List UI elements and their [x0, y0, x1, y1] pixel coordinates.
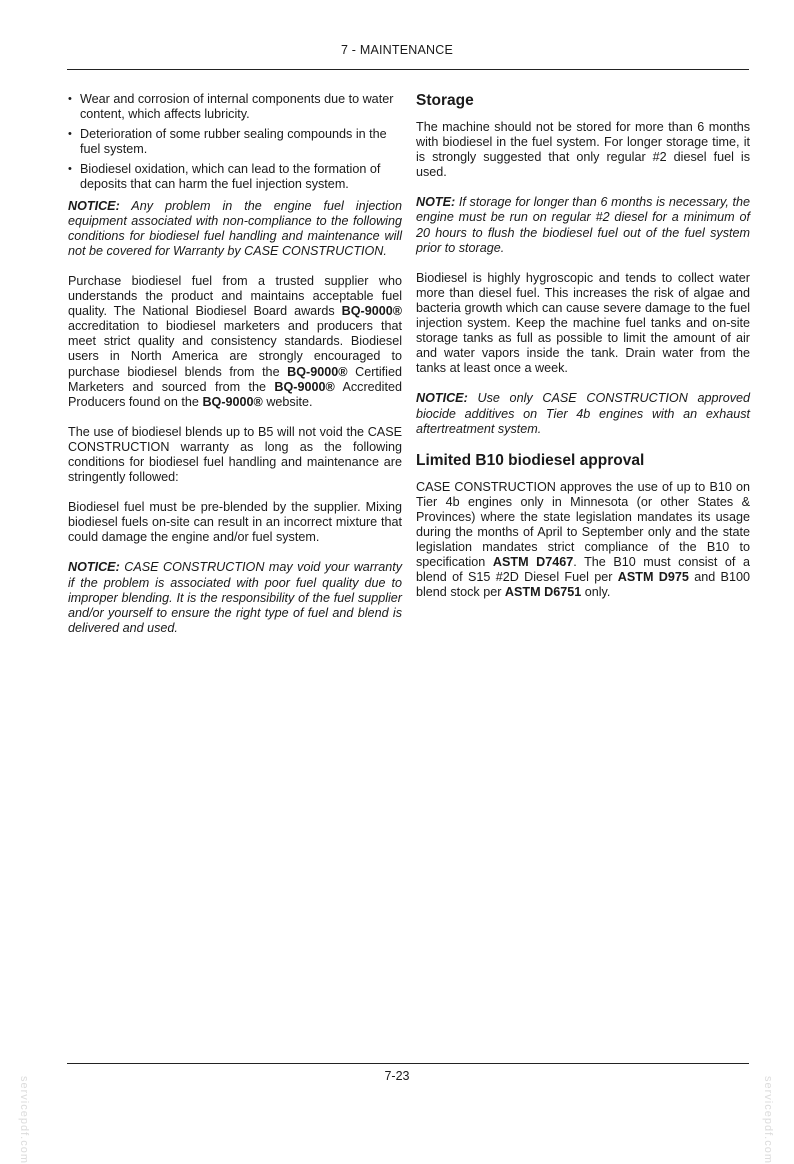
bq9000-term: BQ-9000®: [341, 304, 402, 319]
notice-paragraph: [416, 391, 750, 436]
b10-heading: Limited B10 biodiesel approval: [416, 451, 645, 469]
paragraph-text: . The B10 must consist of a blend of S15 #2D Diesel Fuel per: [416, 555, 750, 585]
note-paragraph: [416, 195, 750, 255]
bq9000-term: BQ-9000®: [274, 379, 335, 394]
notice-paragraph: [68, 560, 402, 635]
notice-label: NOTICE:: [68, 560, 120, 575]
left-column: [68, 92, 402, 651]
notice-text: Any problem in the engine fuel injection equipment associated with non-compliance to the following conditions for biodiesel fuel handling and maintenance will not be covered for Warranty by CASE CONSTRUCTION.: [68, 198, 402, 258]
list-item: • Biodiesel oxidation, which can lead to the formation of deposits that can harm the fuel injection system.: [68, 162, 402, 192]
paragraph-text: Accredited Producers found on the: [68, 379, 402, 409]
list-item: • Wear and corrosion of internal components due to water content, which affects lubricity.: [68, 92, 402, 122]
notice-paragraph: [68, 199, 402, 259]
notice-text: Use only CASE CONSTRUCTION approved biocide additives on Tier 4b engines with an exhaust aftertreatment system.: [416, 391, 750, 436]
astm-term: ASTM D975: [617, 570, 689, 585]
storage-paragraph: The machine should not be stored for more than 6 months with biodiesel in the fuel system. For longer storage time, it is strongly suggested that only regular #2 diesel fuel is used.: [416, 120, 750, 180]
purchase-paragraph: [68, 274, 402, 410]
bq9000-term: BQ-9000®: [202, 394, 263, 409]
paragraph-text: Certified Marketers and sourced from the: [68, 364, 402, 394]
watermark-text: servicepdf.com: [18, 1076, 30, 1164]
preblend-paragraph: Biodiesel fuel must be pre-blended by the supplier. Mixing biodiesel fuels on-site can result in an incorrect mixture that could damage the engine and/or fuel system.: [68, 500, 402, 545]
paragraph-text: CASE CONSTRUCTION approves the use of up to B10 on Tier 4b engines only in Minnesota (or other States & Provinces) where the state legislation mandates its usage during the months of April to September only and the state legislation mandates strict compliance of the B10 to specification: [416, 479, 750, 570]
notice-text: CASE CONSTRUCTION may void your warranty if the problem is associated with poor fuel quality due to improper blending. It is the responsibility of the fuel supplier and/or yourself to ensure the right type of fuel and blend is delivered and used.: [68, 560, 402, 635]
paragraph-text: only.: [581, 585, 611, 600]
b10-paragraph: [416, 480, 750, 601]
astm-term: ASTM D7467: [492, 555, 574, 570]
note-text: If storage for longer than 6 months is necessary, the engine must be run on regular #2 diesel for a minimum of 20 hours to flush the biodiesel fuel out of the fuel system prior to storage.: [416, 195, 750, 255]
note-label: NOTE:: [416, 195, 456, 210]
storage-heading: Storage: [416, 92, 474, 109]
hygroscopic-paragraph: Biodiesel is highly hygroscopic and tends to collect water more than diesel fuel. This increases the risk of algae and bacteria growth which can cause severe damage to the fuel injection system. Keep the machine fuel tanks and on-site storage tanks as full as possible to limit the amount of air and water vapors inside the tank. Drain water from the tanks at least once a week.: [416, 270, 750, 376]
notice-label: NOTICE:: [68, 198, 120, 213]
section-title: 7 - MAINTENANCE: [340, 43, 454, 57]
paragraph-text: Purchase biodiesel fuel from a trusted supplier who understands the product and maintains acceptable fuel quality. The National Biodiesel Board awards: [68, 273, 402, 319]
paragraph-text: accreditation to biodiesel marketers and producers that meet strict quality and consistency standards. Biodiesel users in North America are strongly encouraged to purchase biodiesel blends from the: [68, 319, 402, 379]
page-number: 7-23: [384, 1069, 410, 1083]
paragraph-text: website.: [262, 394, 313, 409]
astm-term: ASTM D6751: [504, 585, 582, 600]
paragraph-text: and B100 blend stock per: [416, 570, 750, 600]
bq9000-term: BQ-9000®: [287, 364, 348, 379]
notice-label: NOTICE:: [416, 391, 468, 406]
b5-paragraph: The use of biodiesel blends up to B5 will not void the CASE CONSTRUCTION warranty as long as the following conditions for biodiesel fuel handling and maintenance are stringently followed:: [68, 424, 402, 485]
watermark-text: servicepdf.com: [762, 1076, 774, 1164]
list-item: • Deterioration of some rubber sealing compounds in the fuel system.: [68, 127, 402, 157]
footer-rule: [67, 1063, 749, 1064]
right-column: [416, 92, 750, 615]
bullet-list: [68, 92, 402, 193]
header-rule: [67, 69, 749, 70]
